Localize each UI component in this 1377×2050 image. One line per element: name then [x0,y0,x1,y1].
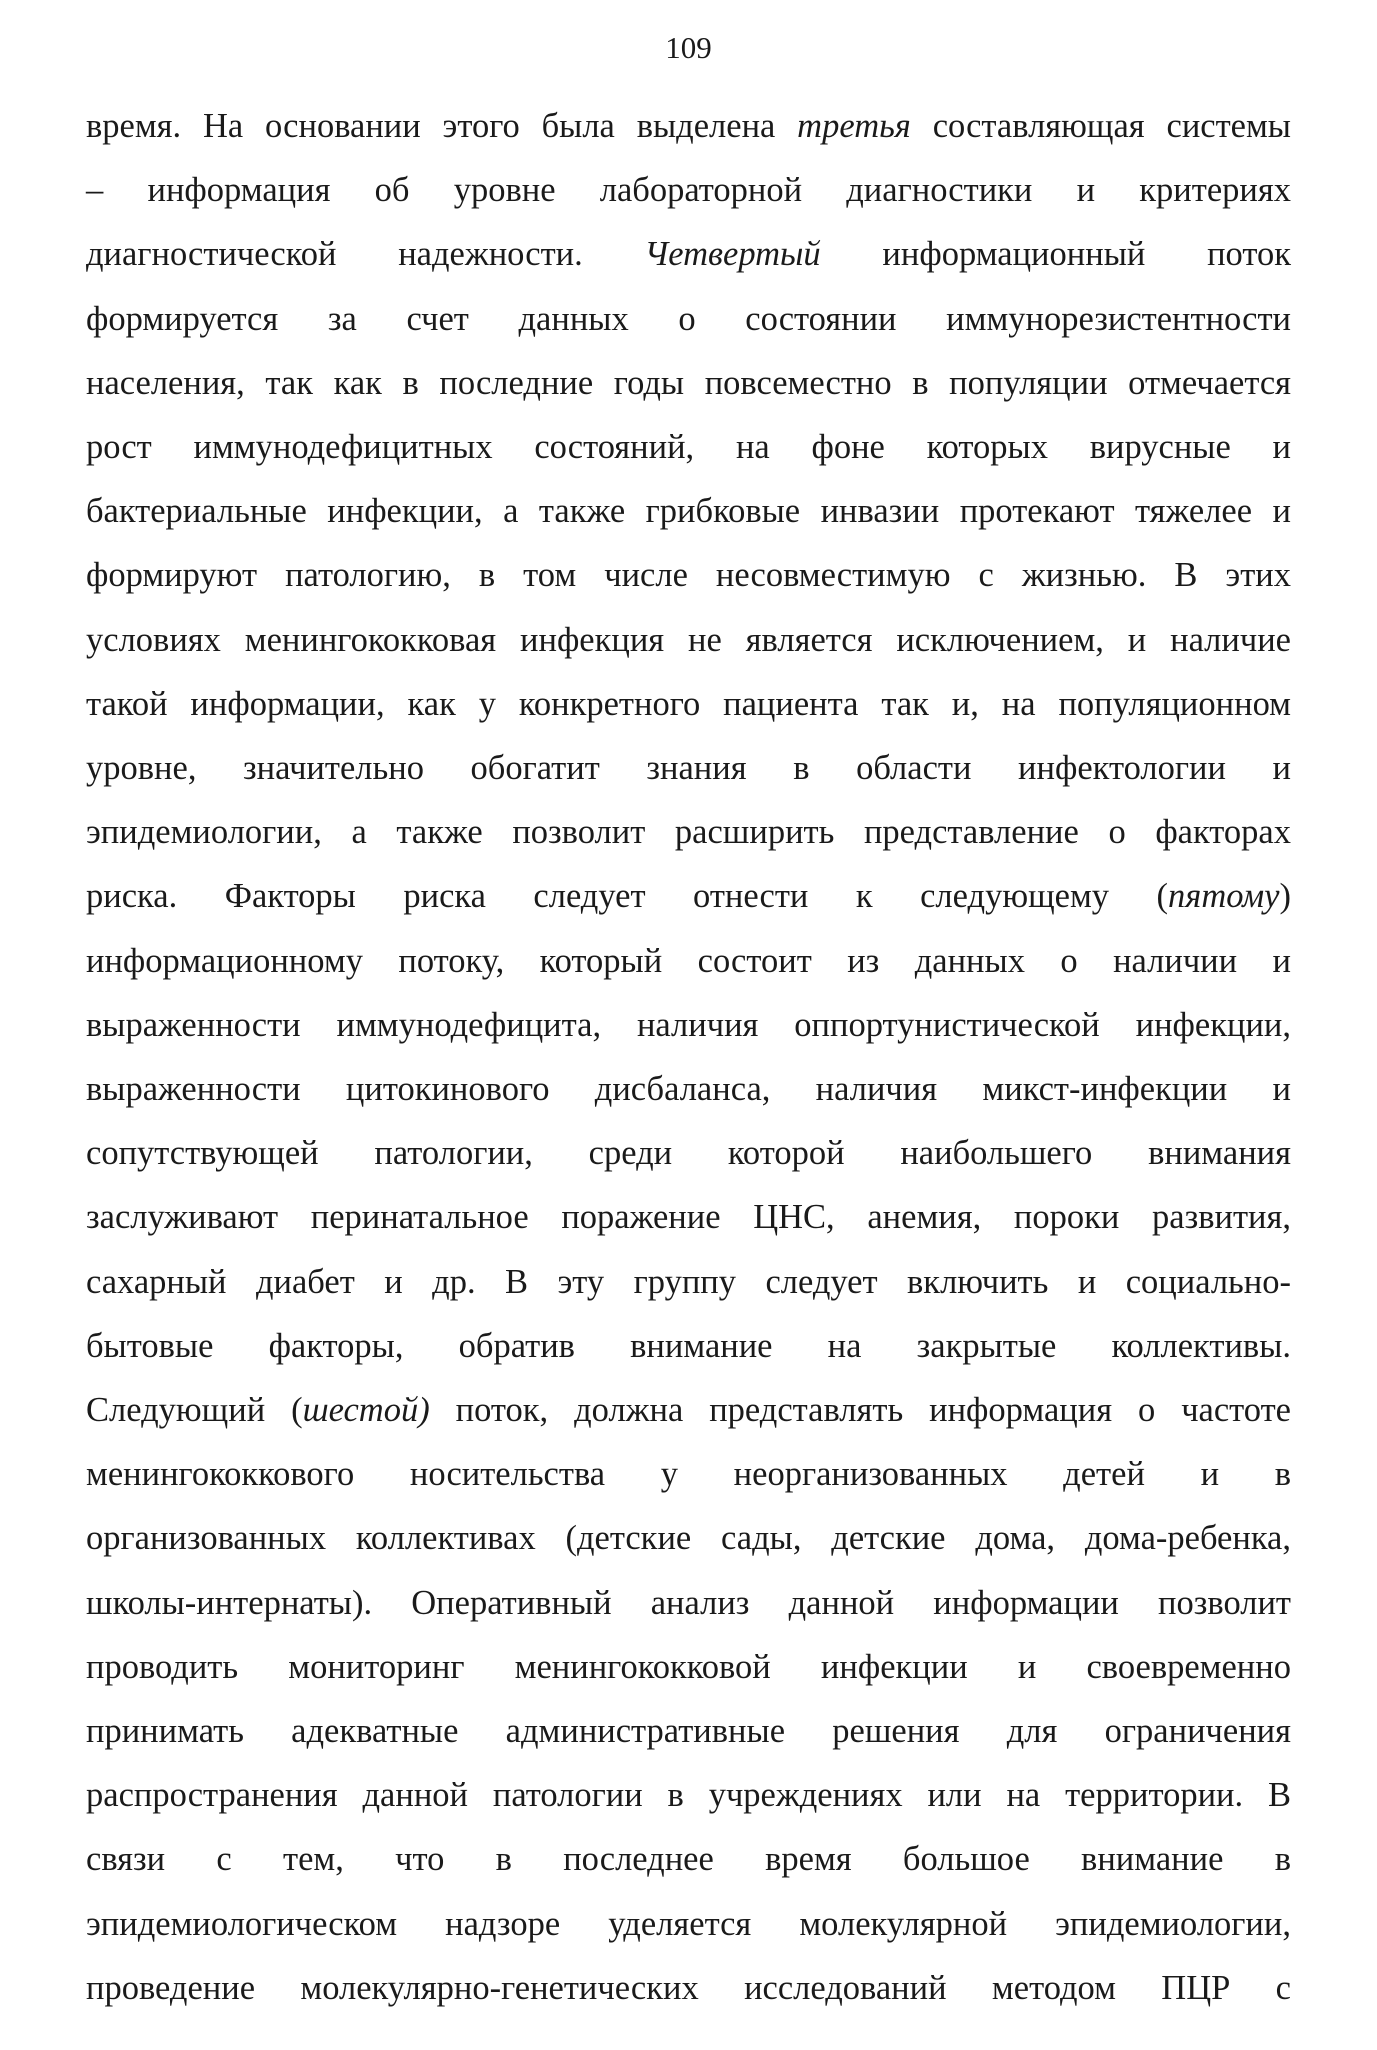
text-run: рост иммунодефицитных состояний, на фоне которых вирусные и [86,428,1291,467]
page-number: 109 [665,30,712,65]
text-run: диагностической надежности. [86,235,645,274]
text-run: проводить мониторинг менингококковой инфекции и своевременно [86,1647,1291,1686]
text-line [86,94,1291,158]
text-run: такой информации, как у конкретного пациента так и, на популяционном [86,684,1291,723]
text-line [86,479,1291,543]
text-run: формируют патологию, в том числе несовместимую с жизнью. В этих [86,556,1291,595]
text-line [86,287,1291,351]
text-run: заслуживают перинатальное поражение ЦНС, анемия, пороки развития, [86,1198,1291,1237]
text-run: выраженности цитокинового дисбаланса, наличия микст-инфекции и [86,1070,1291,1109]
text-line [86,864,1291,928]
text-run: поток, должна представлять информация о частоте [429,1391,1291,1430]
text-line [86,1185,1291,1249]
text-run: – информация об уровне лабораторной диагностики и критериях [86,171,1291,210]
text-run: связи с тем, что в последнее время большое внимание в [86,1840,1291,1879]
text-line [86,1763,1291,1827]
text-run: школы-интернаты). Оперативный анализ данной информации позволит [86,1583,1291,1622]
text-line [86,158,1291,222]
text-line [86,800,1291,864]
text-line [86,1635,1291,1699]
italic-emphasis: Четвертый [644,235,821,274]
text-run: уровне, значительно обогатит знания в области инфектологии и [86,749,1291,788]
text-line [86,1506,1291,1570]
text-run: время. На основании этого была выделена [86,107,798,145]
text-run: риска. Факторы риска следует отнести к следующему ( [86,877,1169,916]
text-run: ) [1279,877,1291,916]
text-line [86,1956,1291,2020]
text-line [86,929,1291,993]
italic-emphasis: шестой) [302,1391,430,1430]
text-run: распространения данной патологии в учреждениях или на территории. В [86,1776,1291,1815]
text-line [86,736,1291,800]
text-run: сахарный диабет и др. В эту группу следует включить и социально- [86,1262,1291,1301]
text-line [86,543,1291,607]
text-line [86,1314,1291,1378]
text-line [86,1892,1291,1956]
text-run: эпидемиологическом надзоре уделяется молекулярной эпидемиологии, [86,1904,1291,1943]
text-run: бытовые факторы, обратив внимание на закрытые коллективы. [86,1326,1291,1365]
text-run: Следующий ( [86,1391,303,1430]
text-run: принимать адекватные административные решения для ограничения [86,1712,1291,1751]
text-run: составляющая системы [910,107,1291,145]
text-run: информационный поток [820,235,1291,274]
text-line [86,222,1291,286]
text-line [86,608,1291,672]
text-run: эпидемиологии, а также позволит расширить представление о факторах [86,813,1291,852]
text-line [86,1378,1291,1442]
body-paragraph [86,94,1291,2020]
text-run: выраженности иммунодефицита, наличия оппортунистической инфекции, [86,1005,1291,1044]
text-run: сопутствующей патологии, среди которой наибольшего внимания [86,1134,1291,1173]
text-line [86,1442,1291,1506]
text-line [86,351,1291,415]
text-line [86,1057,1291,1121]
text-line [86,1121,1291,1185]
italic-emphasis: пятому [1168,877,1280,916]
text-run: населения, так как в последние годы повсеместно в популяции отмечается [86,363,1291,402]
text-run: организованных коллективах (детские сады, детские дома, дома-ребенка, [86,1519,1291,1558]
text-line [86,1571,1291,1635]
text-line [86,993,1291,1057]
text-run: условиях менингококковая инфекция не является исключением, и наличие [86,620,1291,659]
text-run: проведение молекулярно-генетических исследований методом ПЦР с [86,1968,1291,2007]
text-run: бактериальные инфекции, а также грибковые инвазии протекают тяжелее и [86,492,1291,531]
text-line [86,1699,1291,1763]
text-line [86,1250,1291,1314]
text-run: информационному потоку, который состоит из данных о наличии и [86,941,1291,980]
text-line [86,1827,1291,1891]
text-run: формируется за счет данных о состоянии иммунорезистентности [86,299,1291,338]
text-run: менингококкового носительства у неорганизованных детей и в [86,1455,1291,1494]
text-line [86,415,1291,479]
italic-emphasis: третья [797,107,911,145]
text-line [86,672,1291,736]
